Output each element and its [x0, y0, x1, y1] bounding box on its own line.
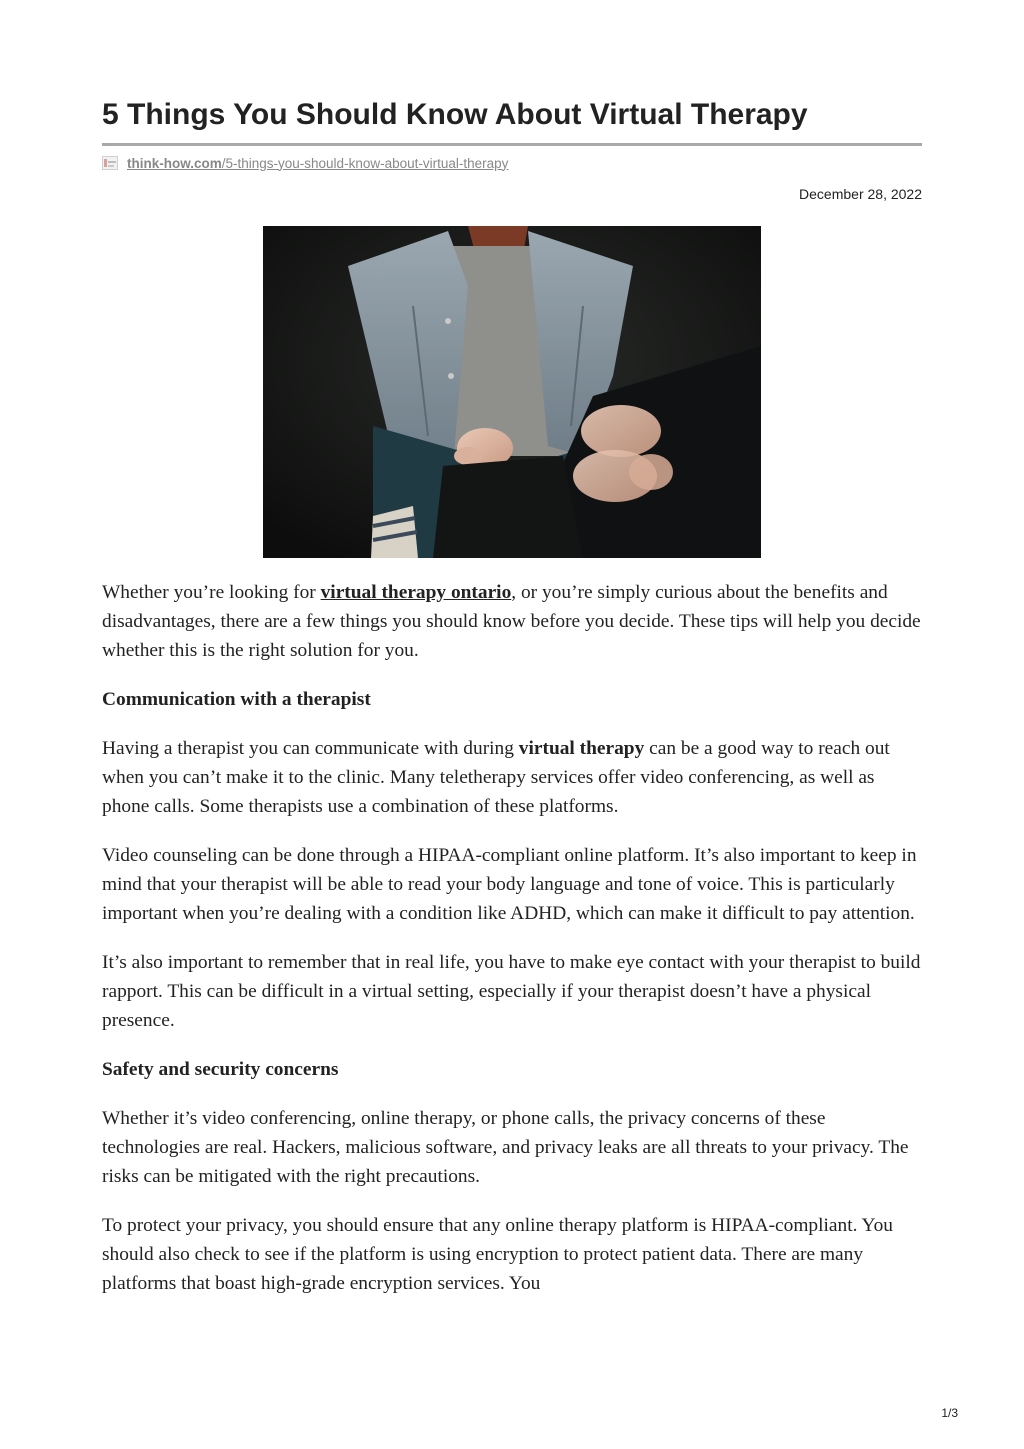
section-heading-safety: Safety and security concerns — [102, 1059, 339, 1080]
intro-text-end: , or you’re simply curious about the benefits and disadvantages, there are a few things you should know before you decide. These tips will help you decide whether this is the right solution for you. — [102, 582, 921, 661]
page-number: 1/3 — [941, 1406, 958, 1420]
therapy-session-photo-icon — [263, 226, 761, 558]
communication-p1-end: can be a good way to reach out when you can’t make it to the clinic. Many teletherapy services offer video conferencing, as well as phone calls. Some therapists use a combination of these platforms. — [102, 738, 890, 817]
virtual-therapy-keyword: virtual therapy — [518, 738, 645, 759]
intro-text-start: Whether you’re looking for — [102, 582, 321, 603]
publish-date: December 28, 2022 — [799, 186, 922, 202]
article-body — [102, 578, 922, 1318]
communication-paragraph-2: Video counseling can be done through a HIPAA-compliant online platform. It’s also important to keep in mind that your therapist will be able to read your body language and tone of voice. This is particularly important when you’re dealing with a condition like ADHD, which can make it difficult to pay attention. — [102, 845, 917, 924]
source-url-link[interactable] — [127, 156, 508, 171]
source-line — [102, 153, 508, 173]
intro-paragraph — [102, 578, 922, 665]
communication-p1-start: Having a therapist you can communicate with during — [102, 738, 519, 759]
safety-paragraph-1: Whether it’s video conferencing, online therapy, or phone calls, the privacy concerns of these technologies are real. Hackers, malicious software, and privacy leaks are all threats to your privacy. The risks can be mitigated with the right precautions. — [102, 1108, 909, 1187]
safety-paragraph-2: To protect your privacy, you should ensure that any online therapy platform is HIPAA-compliant. You should also check to see if the platform is using encryption to protect patient data. There are many platforms that boast high-grade encryption services. You — [102, 1215, 894, 1294]
section-heading-communication: Communication with a therapist — [102, 689, 371, 710]
article-hero-image — [263, 226, 761, 558]
source-path: /5-things-you-should-know-about-virtual-therapy — [221, 155, 509, 171]
communication-paragraph-1 — [102, 734, 922, 821]
title-divider — [102, 143, 922, 146]
article-title: 5 Things You Should Know About Virtual Therapy — [102, 98, 808, 131]
source-domain: think-how.com — [127, 155, 222, 171]
site-favicon-icon — [102, 156, 118, 170]
virtual-therapy-ontario-link[interactable]: virtual therapy ontario — [320, 582, 512, 603]
communication-paragraph-3: It’s also important to remember that in real life, you have to make eye contact with your therapist to build rapport. This can be difficult in a virtual setting, especially if your therapist doesn’t have a physical presence. — [102, 952, 921, 1031]
